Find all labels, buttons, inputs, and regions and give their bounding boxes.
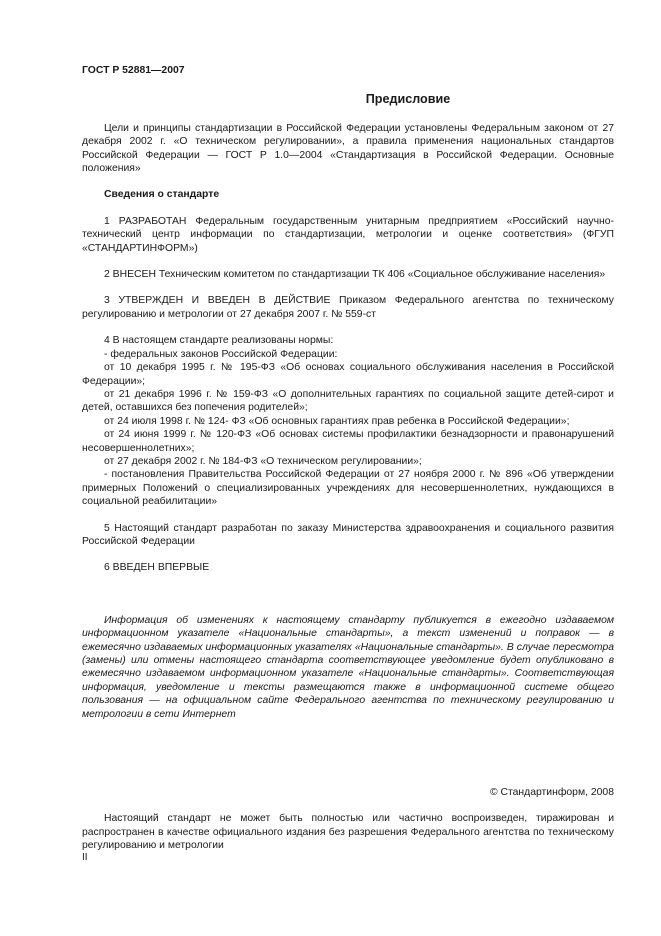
- document-code: ГОСТ Р 52881—2007: [82, 65, 185, 76]
- item-3: 3 УТВЕРЖДЕН И ВВЕДЕН В ДЕЙСТВИЕ Приказом Федерального агентства по техническому регулированию и метрологии от 27 декабря 2007 г. № 559-ст: [82, 295, 614, 320]
- item-4-law-3: от 24 июля 1998 г. № 124- ФЗ «Об основных гарантиях прав ребенка в Российской Федерации»;: [104, 415, 570, 427]
- item-6: 6 ВВЕДЕН ВПЕРВЫЕ: [104, 562, 210, 574]
- notice-paragraph: Информация об изменениях к настоящему стандарту публикуется в ежегодно издаваемом информационном указателе «Национальные стандарты», а текст изменений и поправок — в ежемесячно издаваемых информационных указателях «Национальные стандарты». В случае пересмотра (замены) или отмены настоящего стандарта соответствующее уведомление будет опубликовано в ежемесячно издаваемом информационном указателе «Национальные стандарты». Соответствующая информация, уведомление и тексты размещаются также в информационной системе общего пользования — на официальном сайте Федерального агентства по техническому регулированию и метрологии в сети Интернет: [82, 614, 614, 720]
- item-4-heading: 4 В настоящем стандарте реализованы нормы:: [104, 335, 334, 347]
- document-page: [82, 64, 614, 853]
- copyright-line: © Стандартинформ, 2008: [489, 787, 614, 799]
- item-4-decree: - постановления Правительства Российской Федерации от 27 ноября 2000 г. № 896 «Об утверждении примерных Положений о специализированных учреждениях для несовершеннолетних, нуждающихся в социальной реабилитации»: [82, 469, 614, 508]
- item-4-law-4: от 24 июня 1999 г. № 120-ФЗ «Об основах системы профилактики безнадзорности и правонарушений несовершеннолетних»;: [82, 429, 614, 454]
- item-2: 2 ВНЕСЕН Техническим комитетом по стандартизации ТК 406 «Социальное обслуживание населения»: [104, 269, 606, 281]
- intro-paragraph: Цели и принципы стандартизации в Российской Федерации установлены Федеральным законом от 27 декабря 2002 г. «О техническом регулировании», а правила применения национальных стандартов Российской Федерации — ГОСТ Р 1.0—2004 «Стандартизация в Российской Федерации. Основные положения»: [82, 122, 614, 175]
- item-4-law-5: от 27 декабря 2002 г. № 184-ФЗ «О техническом регулировании»;: [104, 455, 422, 467]
- item-4-law-1: от 10 декабря 1995 г. № 195-ФЗ «Об основах социального обслуживания населения в Российской Федерации»;: [82, 362, 614, 387]
- reproduction-notice: Настоящий стандарт не может быть полностью или частично воспроизведен, тиражирован и распространен в качестве официального издания без разрешения Федерального агентства по техническому регулированию и метрологии: [82, 813, 614, 852]
- item-1: 1 РАЗРАБОТАН Федеральным государственным унитарным предприятием «Российский научно-технический центр информации по стандартизации, метрологии и оценке соответствия» (ФГУП «СТАНДАРТИНФОРМ»): [82, 215, 614, 254]
- item-5: 5 Настоящий стандарт разработан по заказу Министерства здравоохранения и социального развития Российской Федерации: [82, 522, 614, 547]
- item-4-law-2: от 21 декабря 1996 г. № 159-ФЗ «О дополнительных гарантиях по социальной защите детей-сирот и детей, оставшихся без попечения родителей»;: [82, 388, 614, 414]
- item-4-laws-heading: - федеральных законов Российской Федерации:: [104, 348, 338, 360]
- section-heading: Сведения о стандарте: [104, 189, 220, 201]
- page-number: II: [82, 852, 88, 863]
- page-title: Предисловие: [365, 92, 451, 107]
